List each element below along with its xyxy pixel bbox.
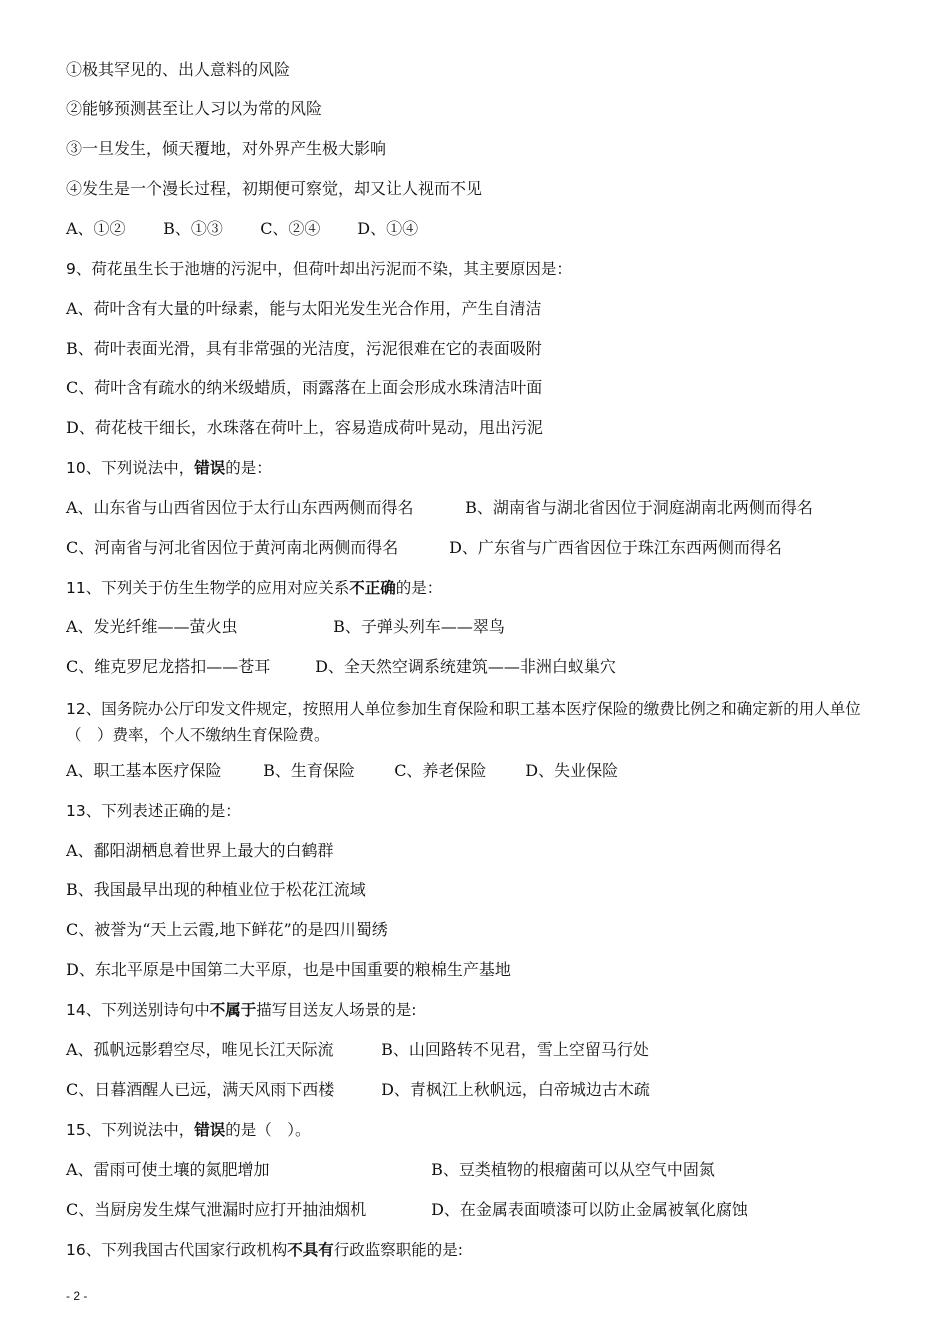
- q14-options-row-2: [66, 1080, 890, 1100]
- q10-options-row-1: [66, 498, 890, 518]
- q14-option-b: B、山回路转不见君，雪上空留马行处: [381, 1040, 649, 1059]
- q16-stem-pre: 16、下列我国古代国家行政机构: [66, 1241, 288, 1259]
- q11-option-c: C、维克罗尼龙搭扣——苍耳: [66, 657, 271, 676]
- q13-option-b: B、我国最早出现的种植业位于松花江流域: [66, 880, 366, 899]
- q14-option-d: D、青枫江上秋帆远，白帝城边古木疏: [381, 1080, 650, 1099]
- q14-stem-emphasis: 不属于: [209, 1001, 257, 1019]
- q8-statement-4: ④发生是一个漫长过程，初期便可察觉，却又让人视而不见: [66, 179, 483, 198]
- q15-options-row-2: [66, 1200, 890, 1220]
- q14-options-row-1: [66, 1040, 890, 1060]
- q12-option-a: A、职工基本医疗保险: [66, 761, 222, 780]
- q10-option-a: A、山东省与山西省因位于太行山东西两侧而得名: [66, 498, 414, 517]
- q15-stem-emphasis: 错误: [194, 1121, 226, 1139]
- q12-option-d: D、失业保险: [525, 761, 619, 780]
- q11-stem-post: 的是：: [395, 579, 443, 597]
- q13-option-a: A、鄱阳湖栖息着世界上最大的白鹤群: [66, 841, 334, 860]
- q11-option-b: B、子弹头列车——翠鸟: [333, 617, 505, 636]
- q8-option-a: A、①②: [66, 219, 126, 238]
- q11-stem-pre: 11、下列关于仿生生物学的应用对应关系: [66, 579, 350, 597]
- q15-stem-pre: 15、下列说法中，: [66, 1121, 195, 1139]
- q15-option-a: A、雷雨可使土壤的氮肥增加: [66, 1160, 270, 1179]
- q10-stem: [66, 458, 890, 478]
- q13-option-c: C、被誉为“天上云霞,地下鲜花”的是四川蜀绣: [66, 920, 388, 939]
- q15-option-c: C、当厨房发生煤气泄漏时应打开抽油烟机: [66, 1200, 367, 1219]
- q12-option-c: C、养老保险: [394, 761, 487, 780]
- q14-option-a: A、孤帆远影碧空尽，唯见长江天际流: [66, 1040, 334, 1059]
- q14-stem-post: 描写目送友人场景的是:: [256, 1001, 417, 1019]
- q8-options: [66, 219, 890, 239]
- q9-option-a: A、荷叶含有大量的叶绿素，能与太阳光发生光合作用，产生自清洁: [66, 299, 542, 318]
- q8-statement-2: ②能够预测甚至让人习以为常的风险: [66, 99, 323, 118]
- q15-stem-post: 的是（ ）。: [225, 1121, 311, 1139]
- q10-stem-pre: 10、下列说法中，: [66, 459, 195, 477]
- q10-option-b: B、湖南省与湖北省因位于洞庭湖南北两侧而得名: [465, 498, 813, 517]
- q16-stem: [66, 1240, 890, 1260]
- q14-stem: [66, 1000, 890, 1020]
- q10-stem-post: 的是：: [225, 459, 272, 477]
- q13-option-d: D、东北平原是中国第二大平原，也是中国重要的粮棉生产基地: [66, 960, 511, 979]
- q11-stem: [66, 578, 890, 598]
- page-number: - 2 -: [66, 1289, 88, 1303]
- q10-option-d: D、广东省与广西省因位于珠江东西两侧而得名: [449, 538, 782, 557]
- q10-stem-emphasis: 错误: [194, 459, 226, 477]
- q12-option-b: B、生育保险: [263, 761, 355, 780]
- q11-stem-emphasis: 不正确: [349, 579, 396, 597]
- q10-option-c: C、河南省与河北省因位于黄河南北两侧而得名: [66, 538, 399, 557]
- q11-options-row-2: [66, 657, 890, 677]
- q8-option-c: C、②④: [260, 219, 321, 238]
- q14-stem-pre: 14、下列送别诗句中: [66, 1001, 210, 1019]
- q16-stem-emphasis: 不具有: [287, 1241, 334, 1259]
- q15-option-d: D、在金属表面喷漆可以防止金属被氧化腐蚀: [431, 1200, 748, 1219]
- q9-option-d: D、荷花枝干细长，水珠落在荷叶上，容易造成荷叶晃动，甩出污泥: [66, 418, 543, 437]
- q15-options-row-1: [66, 1160, 890, 1180]
- q16-stem-post: 行政监察职能的是:: [333, 1241, 463, 1259]
- q9-option-c: C、荷叶含有疏水的纳米级蜡质，雨露落在上面会形成水珠清洁叶面: [66, 378, 543, 397]
- q13-stem: 13、下列表述正确的是：: [66, 802, 241, 820]
- q15-option-b: B、豆类植物的根瘤菌可以从空气中固氮: [431, 1160, 715, 1179]
- q8-option-d: D、①④: [357, 219, 419, 238]
- q8-statement-1: ①极其罕见的、出人意料的风险: [66, 60, 291, 79]
- q8-statement-3: ③一旦发生，倾天覆地，对外界产生极大影响: [66, 139, 387, 158]
- q9-option-b: B、荷叶表面光滑，具有非常强的光洁度，污泥很难在它的表面吸附: [66, 339, 542, 358]
- q11-option-a: A、发光纤维——萤火虫: [66, 617, 238, 636]
- q14-option-c: C、日暮酒醒人已远，满天风雨下西楼: [66, 1080, 335, 1099]
- q11-option-d: D、全天然空调系统建筑——非洲白蚁巢穴: [315, 657, 616, 676]
- q12-options: [66, 761, 890, 781]
- q8-option-b: B、①③: [163, 219, 223, 238]
- q10-options-row-2: [66, 538, 890, 558]
- q12-stem: 12、国务院办公厅印发文件规定，按照用人单位参加生育保险和职工基本医疗保险的缴费比例之和确定新的用人单位（ ）费率，个人不缴纳生育保险费。: [66, 700, 861, 744]
- q15-stem: [66, 1120, 890, 1140]
- q11-options-row-1: [66, 617, 890, 637]
- q9-stem: 9、荷花虽生长于池塘的污泥中，但荷叶却出污泥而不染，其主要原因是：: [66, 260, 572, 278]
